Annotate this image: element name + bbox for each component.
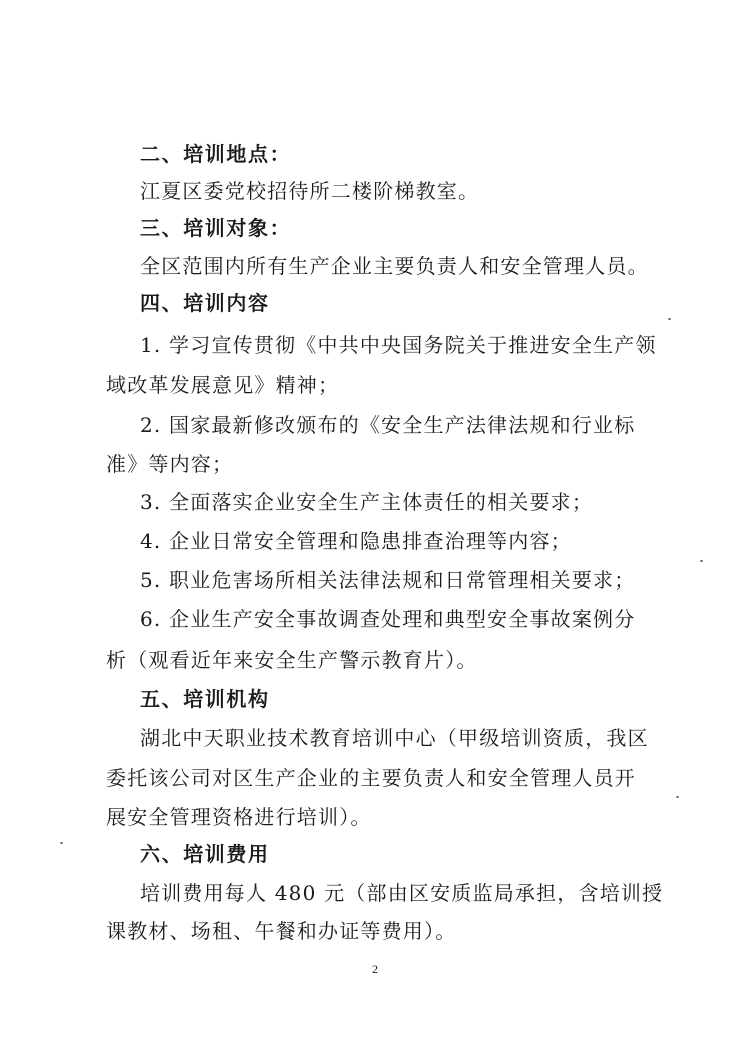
content-item-6: 6. 企业生产安全事故调查处理和典型安全事故案例分	[140, 607, 636, 631]
section-body-audience: 全区范围内所有生产企业主要负责人和安全管理人员。	[140, 254, 649, 278]
scan-speck	[676, 796, 679, 798]
content-item-4: 4. 企业日常安全管理和隐患排查治理等内容；	[140, 529, 572, 553]
section-heading-institution: 五、培训机构	[140, 687, 270, 711]
scan-speck	[668, 318, 671, 320]
section-body-institution-3: 展安全管理资格进行培训）。	[106, 805, 372, 829]
section-body-location: 江夏区委党校招待所二楼阶梯教室。	[140, 179, 480, 203]
content-item-3: 3. 全面落实企业安全生产主体责任的相关要求；	[140, 490, 594, 514]
section-body-institution-2: 委托该公司对区生产企业的主要负责人和安全管理人员开	[106, 766, 636, 790]
section-body-fees-2: 课教材、场租、午餐和办证等费用）。	[106, 919, 457, 943]
section-body-fees-1: 培训费用每人 480 元（部由区安质监局承担，含培训授	[140, 881, 664, 905]
content-item-1: 1. 学习宣传贯彻《中共中央国务院关于推进安全生产领	[140, 333, 657, 357]
content-item-2-continued: 准》等内容；	[106, 452, 234, 476]
scan-speck	[60, 842, 63, 844]
content-item-1-continued: 域改革发展意见》精神；	[106, 373, 340, 397]
scan-speck	[700, 560, 703, 562]
section-heading-location: 二、培训地点：	[140, 142, 292, 166]
content-item-5: 5. 职业危害场所相关法律法规和日常管理相关要求；	[140, 568, 636, 592]
section-heading-content: 四、培训内容	[140, 291, 270, 315]
page-number: 2	[372, 962, 378, 976]
content-item-2: 2. 国家最新修改颁布的《安全生产法律法规和行业标	[140, 413, 636, 437]
section-body-institution-1: 湖北中天职业技术教育培训中心（甲级培训资质，我区	[140, 726, 649, 750]
content-item-6-continued: 析（观看近年来安全生产警示教育片）。	[106, 648, 478, 672]
section-heading-audience: 三、培训对象：	[140, 216, 292, 240]
section-heading-fees: 六、培训费用	[140, 842, 270, 866]
